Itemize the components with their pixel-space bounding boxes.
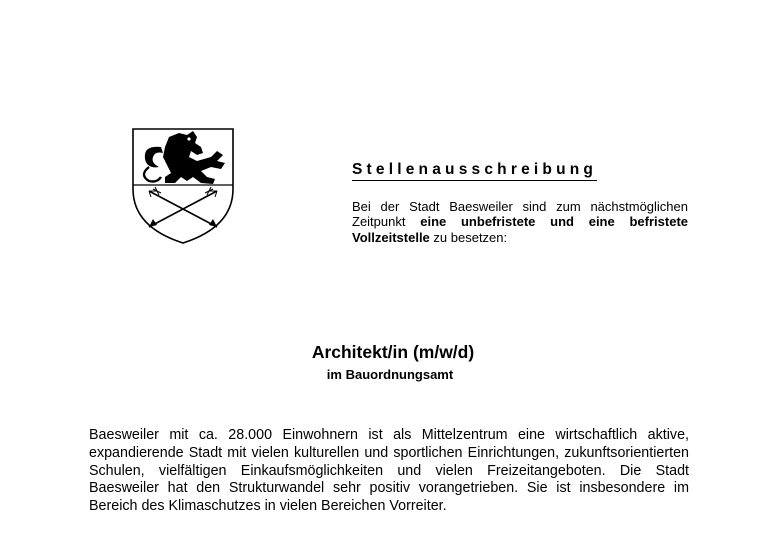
intro-paragraph xyxy=(352,199,688,245)
document-heading: Stellenausschreibung xyxy=(352,161,597,181)
intro-text-end: zu besetzen: xyxy=(429,229,508,245)
coat-of-arms-icon xyxy=(131,127,235,245)
job-title: Architekt/in (m/w/d) xyxy=(311,342,475,362)
intro-text-start: Bei der Stadt Baesweiler sind zum nächstmöglichen Zeitpunkt xyxy=(352,199,688,230)
department-subtitle: im Bauordnungsamt xyxy=(326,367,454,382)
body-paragraph: Baesweiler mit ca. 28.000 Einwohnern ist als Mittelzentrum eine wirtschaftlich aktive, expandierende Stadt mit vielen kulturellen und sportlichen Einrichtungen, zukunftsorientierten Schulen, vielfältigen Einkaufsmöglichkeiten und vielen Freizeitangeboten. Die Stadt Baesweiler hat den Strukturwandel sehr positiv vorangetrieben. Sie ist insbesondere im Bereich des Klimaschutzes in vielen Bereichen Vorreiter. xyxy=(89,427,689,515)
intro-text-bold: eine unbefristete und eine befristete Vollzeitstelle xyxy=(352,214,688,245)
